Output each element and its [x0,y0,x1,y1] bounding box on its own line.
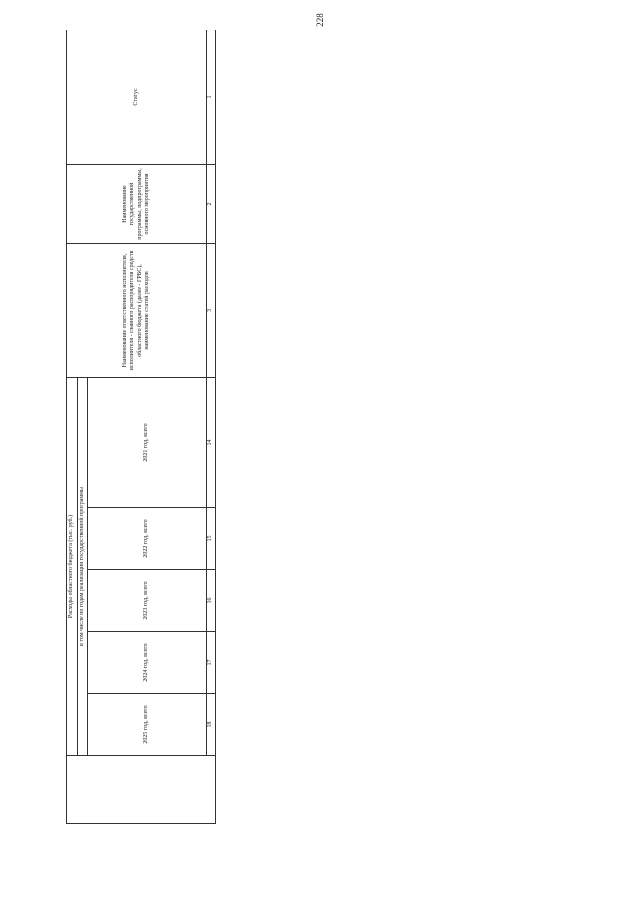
header-year-2025: 2025 год, всего [88,694,207,756]
col-number: 15 [207,508,216,570]
col-number: 17 [207,632,216,694]
header-by-years: в том числе по годам реализации государственной программы [77,377,88,755]
header-executor: Наименование ответственного исполнителя, исполнителя - главного распорядителя средств областного бюджета (далее - ГРБС), наименование статей расходов [67,243,207,377]
col-number: 16 [207,570,216,632]
col-number: 2 [207,164,216,243]
header-year-2023: 2023 год, всего [88,570,207,632]
col-number: 18 [207,694,216,756]
header-program-name: Наименование государственной программы, подпрограммы, основного мероприятия [67,164,207,243]
rotated-table-wrapper [66,30,609,824]
spacer-cell [67,756,216,824]
page-content [66,30,609,824]
header-budget-title: Расходы областного бюджета (тыс. руб.) [67,377,78,755]
header-year-2022: 2022 год, всего [88,508,207,570]
col-number: 3 [207,243,216,377]
col-number: 1 [207,30,216,164]
budget-table [66,30,216,824]
page-number: 228 [315,13,325,27]
header-year-2024: 2024 год, всего [88,632,207,694]
header-status: Статус [67,30,207,164]
col-number: 14 [207,377,216,507]
header-year-2021: 2021 год, всего [88,377,207,507]
